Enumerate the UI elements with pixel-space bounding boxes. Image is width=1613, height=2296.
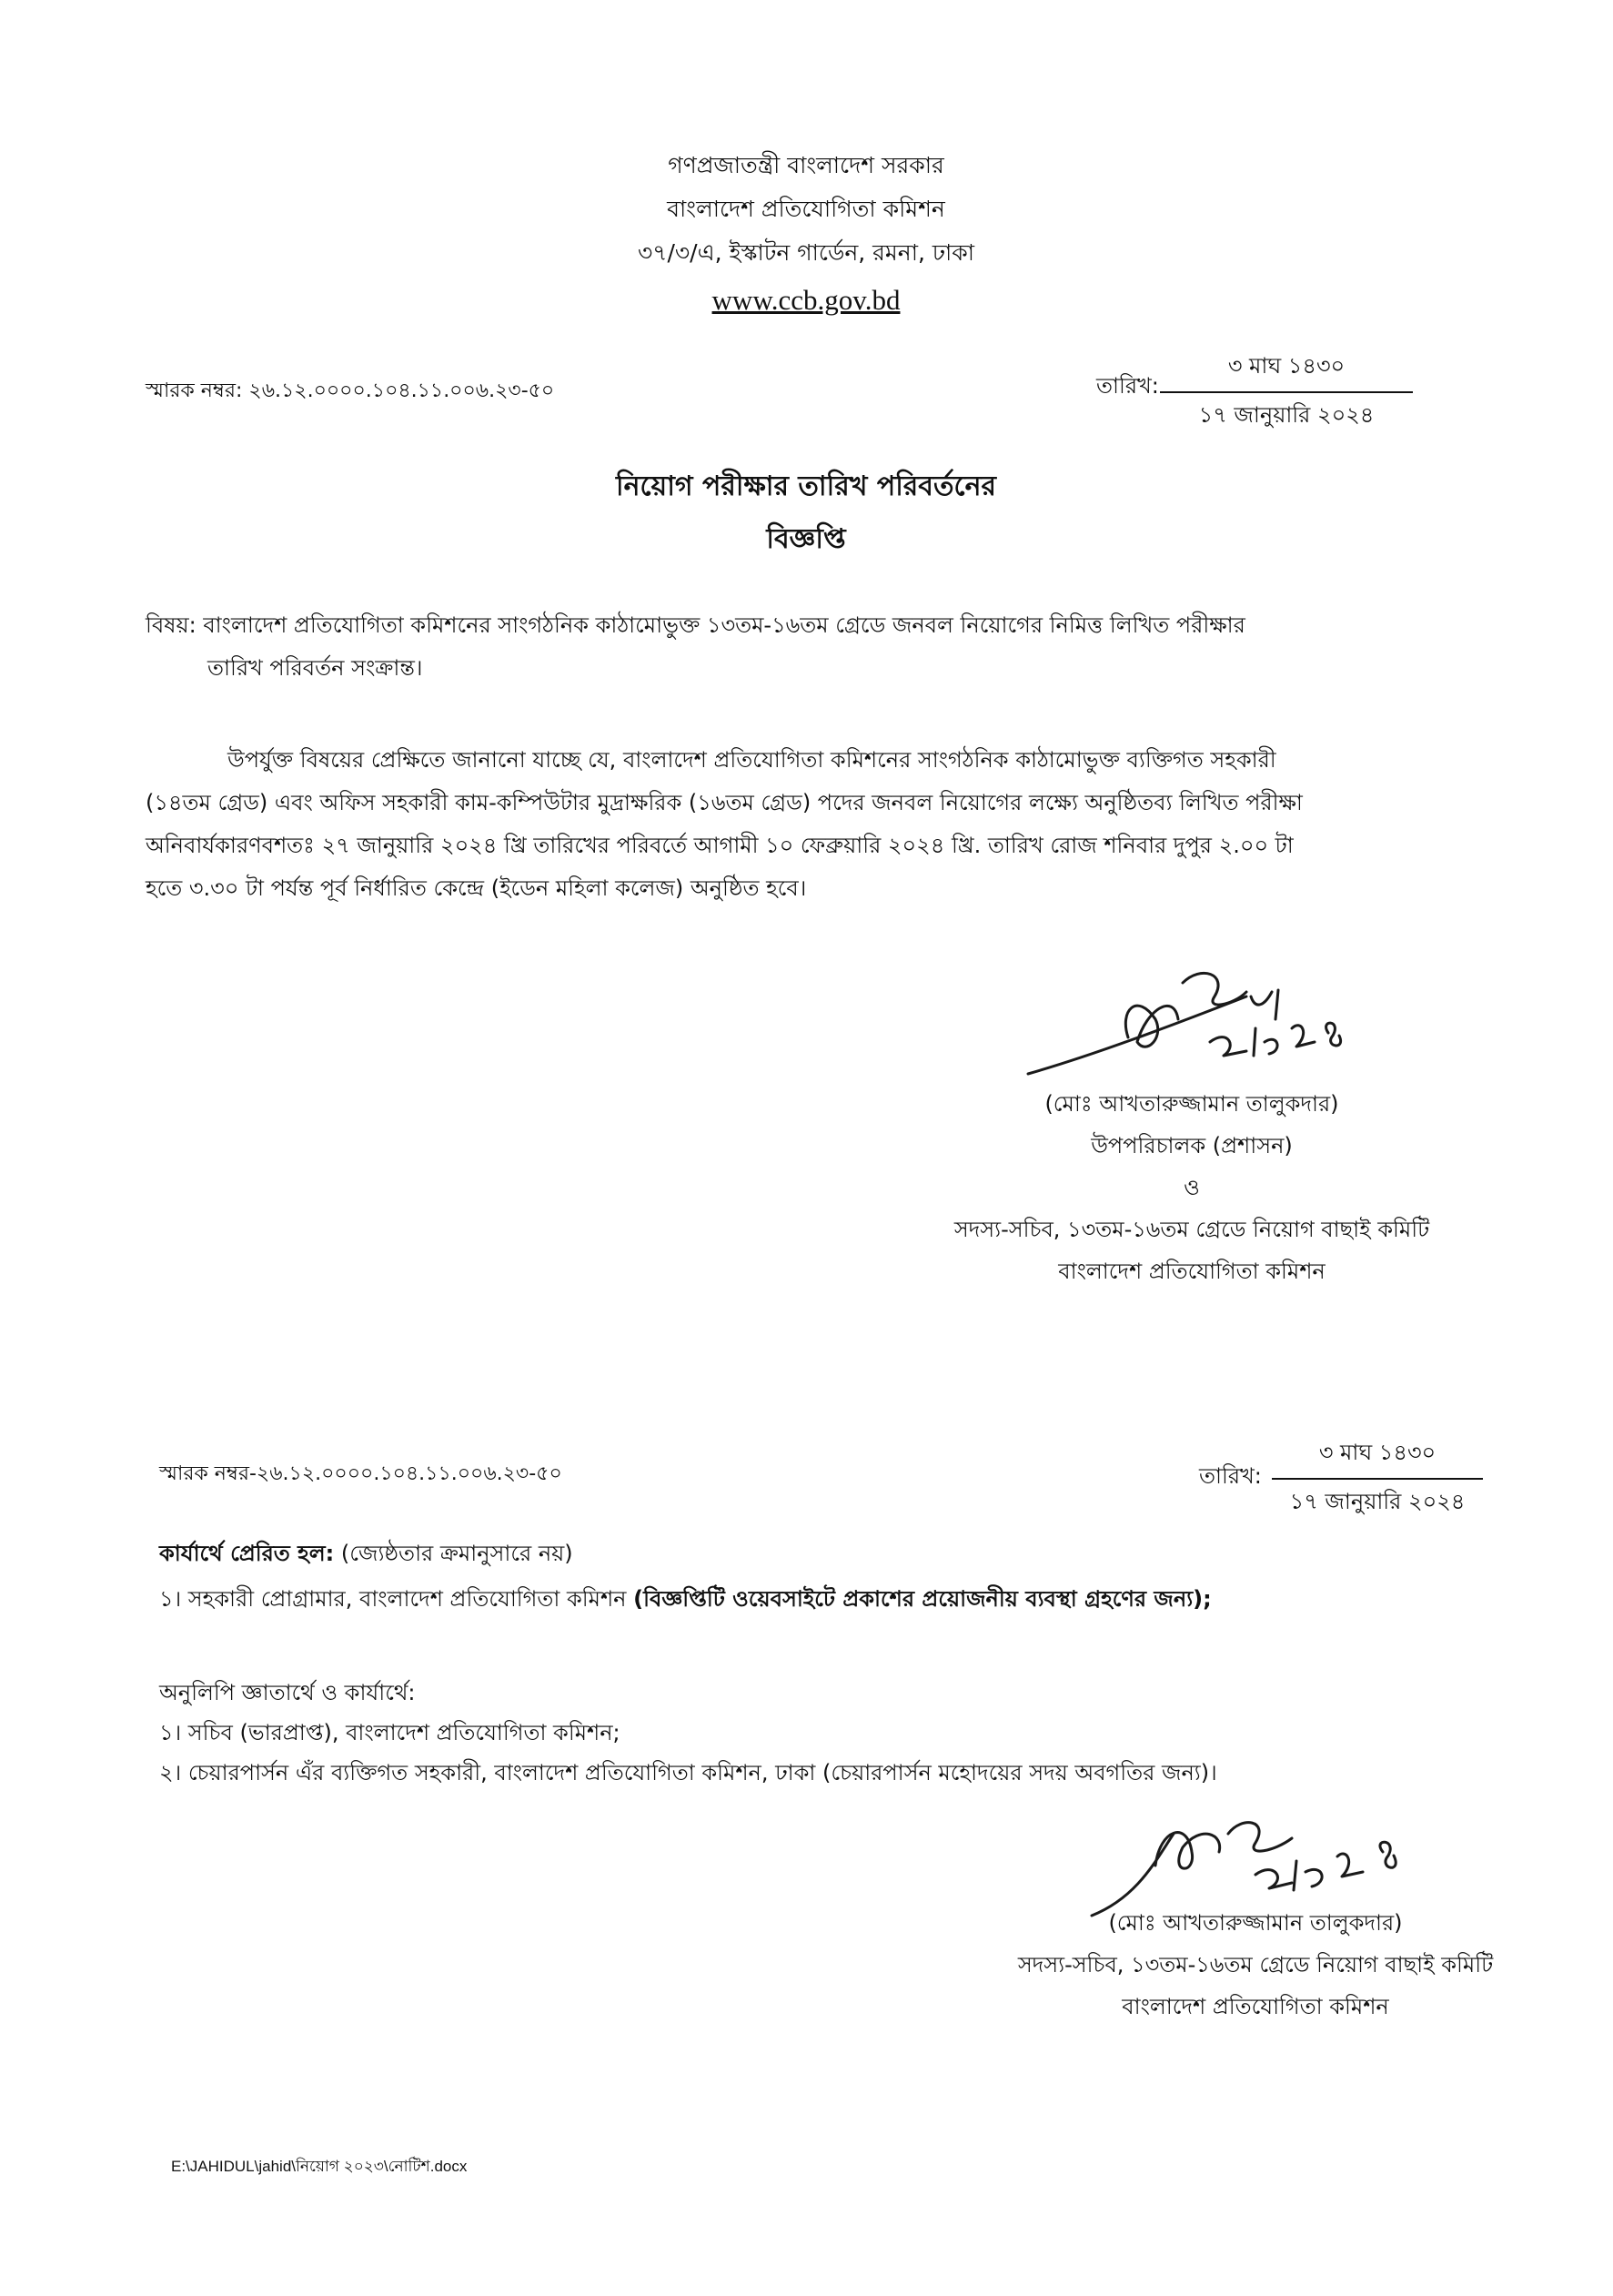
letterhead-address: ৩৭/৩/এ, ইস্কাটন গার্ডেন, রমনা, ঢাকা [637,239,974,266]
signatory-1-role: সদস্য-সচিব, ১৩তম-১৬তম গ্রেডে নিয়োগ বাছাই কমিটি [953,1217,1430,1242]
copy-section [159,1673,1524,1793]
subject-line1: বাংলাদেশ প্রতিযোগিতা কমিশনের সাংগঠনিক কাঠামোভুক্ত ১৩তম-১৬তম গ্রেডে জনবল নিয়োগের নিমিত্ত লিখিত পরীক্ষার [203,612,1245,638]
copy-item-2: ২। চেয়ারপার্সন এঁর ব্যক্তিগত সহকারী, বাংলাদেশ প্রতিযোগিতা কমিশন, ঢাকা (চেয়ারপার্সন মহোদয়ের সদয় অবগতির জন্য)। [159,1760,1217,1785]
date-bangla: ৩ মাঘ ১৪৩০ [1227,353,1346,379]
copy-item-1: ১। সচিব (ভারপ্রাপ্ত), বাংলাদেশ প্রতিযোগিতা কমিশন; [159,1720,620,1745]
signature-1-block [855,1083,1528,1292]
signatory-1-name: (মোঃ আখতারুজ্জামান তালুকদার) [1044,1091,1339,1117]
letterhead [397,144,1215,322]
subject [146,604,1483,690]
date-label: তারিখ: [1096,373,1159,399]
notice-title-line1: নিয়োগ পরীক্ষার তারিখ পরিবর্তনের [616,470,996,502]
date-divider [1160,391,1413,393]
copy-heading: অনুলিপি জ্ঞাতার্থে ও কার্যার্থে: [159,1680,416,1705]
letterhead-organization: বাংলাদেশ প্রতিযোগিতা কমিশন [667,196,945,222]
notice-title [397,460,1215,566]
signature-2-block [973,1902,1537,2028]
signature-1-icon [1019,956,1401,1092]
action-item-1-note: (বিজ্ঞপ্তিটি ওয়েবসাইটে প্রকাশের প্রয়োজনীয় ব্যবস্থা গ্রহণের জন্য); [633,1586,1212,1612]
date-english: ১৭ জানুয়ারি ২০২৪ [1198,402,1375,428]
signatory-1-organization: বাংলাদেশ প্রতিযোগিতা কমিশন [1058,1259,1326,1284]
action-item-1: ১। সহকারী প্রোগ্রামার, বাংলাদেশ প্রতিযোগিতা কমিশন [159,1586,627,1612]
signatory-2-role: সদস্য-সচিব, ১৩তম-১৬তম গ্রেডে নিয়োগ বাছাই কমিটি [1017,1952,1494,1977]
memo-2-date-label: তারিখ: [1199,1463,1262,1489]
memo-2-date-divider [1272,1478,1483,1480]
file-path: E:\JAHIDUL\jahid\নিয়োগ ২০২৩\নোটিশ.docx [171,2158,468,2175]
body-line1: উপর্যুক্ত বিষয়ের প্রেক্ষিতে জানানো যাচ্ছে যে, বাংলাদেশ প্রতিযোগিতা কমিশনের সাংগঠনিক কাঠামোভুক্ত ব্যক্তিগত সহকারী [227,747,1276,773]
signatory-1-designation: উপপরিচালক (প্রশাসন) [1091,1133,1293,1158]
memo-2-date-block [1272,1436,1483,1522]
letterhead-website[interactable]: www.ccb.gov.bd [711,284,901,316]
letterhead-government: গণপ্রজাতন্ত্রী বাংলাদেশ সরকার [668,152,944,178]
signatory-1-and: ও [1184,1175,1200,1200]
memo-reference-number: স্মারক নম্বর: ২৬.১২.০০০০.১০৪.১১.০০৬.২৩-৫০ [146,379,555,402]
memo-2-reference-number: স্মারক নম্বর-২৬.১২.০০০০.১০৪.১১.০০৬.২৩-৫০ [159,1462,562,1485]
body-paragraph [146,739,1483,910]
date-block [1160,349,1413,435]
subject-label: বিষয়: [146,612,197,638]
body-line2: (১৪তম গ্রেড) এবং অফিস সহকারী কাম-কম্পিউটার মুদ্রাক্ষরিক (১৬তম গ্রেড) পদের জনবল নিয়োগের লক্ষ্যে অনুষ্ঠিতব্য লিখিত পরীক্ষা [146,790,1303,815]
body-line4: হতে ৩.৩০ টা পর্যন্ত পূর্ব নির্ধারিত কেন্দ্রে (ইডেন মহিলা কলেজ) অনুষ্ঠিত হবে। [146,875,807,901]
memo-2-date-english: ১৭ জানুয়ারি ২০২৪ [1289,1489,1466,1514]
signatory-2-organization: বাংলাদেশ প্রতিযোগিতা কমিশন [1122,1994,1389,2019]
body-line3: অনিবার্যকারণবশতঃ ২৭ জানুয়ারি ২০২৪ খ্রি তারিখের পরিবর্তে আগামী ১০ ফেব্রুয়ারি ২০২৪ খ্রি. তারিখ রোজ শনিবার দুপুর ২.০০ টা [146,833,1294,858]
action-heading: কার্যার্থে প্রেরিত হল: [159,1541,335,1566]
signatory-2-name: (মোঃ আখতারুজ্জামান তালুকদার) [1108,1910,1403,1936]
memo-2-date-bangla: ৩ মাঘ ১৪৩০ [1318,1440,1437,1465]
notice-title-line2: বিজ্ঞপ্তি [766,523,846,555]
action-heading-note: (জ্যেষ্ঠতার ক্রমানুসারে নয়) [340,1541,573,1566]
action-section [159,1533,1524,1619]
subject-line2: তারিখ পরিবর্তন সংক্রান্ত। [207,655,423,681]
